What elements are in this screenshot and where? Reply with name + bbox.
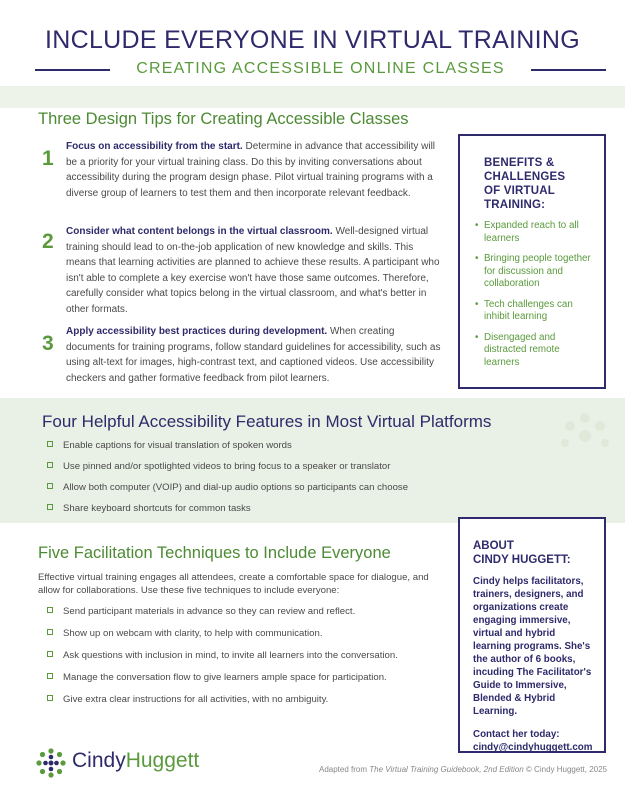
footer-book-title: The Virtual Training Guidebook, 2nd Edition [369, 765, 524, 774]
about-title-line: ABOUT [473, 540, 514, 552]
checkbox-square-icon [47, 462, 53, 468]
about-contact [473, 728, 594, 754]
subtitle-rule-left [35, 69, 110, 71]
page-subtitle: CREATING ACCESSIBLE ONLINE CLASSES [136, 60, 505, 77]
logo-text-part: Huggett [125, 749, 200, 772]
tip-number-1: 1 [42, 147, 54, 170]
tip-3-text: When creating documents for training programs, follow standard guidelines for accessibility, such as using alt-text for images, high-contrast text, and captioned videos. Use accessibility checkers and gather formative feedback from pilot learners. [66, 326, 441, 384]
about-title [473, 539, 594, 567]
contact-label: Contact her today: [473, 729, 560, 740]
technique-text: Send participant materials in advance so they can review and reflect. [63, 606, 356, 617]
design-tips-heading: Three Design Tips for Creating Accessible Classes [38, 110, 409, 128]
footer-suffix: © Cindy Huggett, 2025 [523, 765, 607, 774]
about-title-line: CINDY HUGGETT: [473, 554, 571, 566]
benefits-title-line: OF VIRTUAL [484, 185, 555, 197]
tip-2 [66, 224, 441, 317]
list-item: • Expanded reach to all learners [484, 220, 592, 245]
tip-3 [66, 324, 441, 386]
technique-text: Ask questions with inclusion in mind, to invite all learners into the conversation. [63, 650, 398, 661]
feature-item [47, 482, 408, 493]
feature-item [47, 461, 390, 472]
tip-3-title: Apply accessibility best practices during development. [66, 326, 328, 337]
technique-item [47, 606, 355, 617]
facilitation-intro: Effective virtual training engages all attendees, create a comfortable space for dialogue, and allow for collaborations. Use these five techniques to include everyone: [38, 572, 429, 596]
facilitation-heading: Five Facilitation Techniques to Include Everyone [38, 544, 391, 562]
tip-1-title: Focus on accessibility from the start. [66, 141, 243, 152]
feature-item [47, 503, 251, 514]
tip-number-3: 3 [42, 332, 54, 355]
feature-text: Use pinned and/or spotlighted videos to bring focus to a speaker or translator [63, 461, 391, 472]
footer-credit [319, 765, 607, 774]
feature-text: Allow both computer (VOIP) and dial-up audio options so participants can choose [63, 482, 409, 493]
checkbox-square-icon [47, 483, 53, 489]
subtitle-row [35, 60, 606, 80]
features-heading: Four Helpful Accessibility Features in Most Virtual Platforms [42, 412, 492, 431]
footer-prefix: Adapted from [319, 765, 370, 774]
benefits-title-line: BENEFITS & [484, 157, 555, 169]
list-item: • Disengaged and distracted remote learners [484, 332, 592, 370]
benefits-title-line: CHALLENGES [484, 171, 566, 183]
page-title: INCLUDE EVERYONE IN VIRTUAL TRAINING [45, 26, 580, 54]
tip-2-text: Well-designed virtual training should lead to on-the-job application of new knowledge and skills. This means that learning activities are planned to achieve these results. A participant who isn't able to complete a key exercise won't have those same outcomes. Therefore, carefully consider what topics belong in the virtual classroom, and what's better in other formats. [66, 226, 440, 315]
benefits-list [484, 220, 592, 369]
about-box [458, 517, 606, 753]
technique-item [47, 650, 398, 661]
checkbox-square-icon [47, 504, 53, 510]
logo [35, 747, 200, 777]
benefits-title [484, 156, 592, 212]
checkbox-square-icon [47, 629, 53, 635]
tip-2-title: Consider what content belongs in the virtual classroom. [66, 226, 333, 237]
logo-text-part: Cindy [72, 749, 126, 772]
email-link[interactable]: cindy@cindyhuggett.com [473, 742, 593, 753]
top-band [0, 86, 625, 108]
technique-text: Show up on webcam with clarity, to help with communication. [63, 628, 323, 639]
feature-text: Share keyboard shortcuts for common tasks [63, 503, 251, 514]
feature-item [47, 440, 292, 451]
checkbox-square-icon [47, 441, 53, 447]
logo-text [72, 749, 199, 773]
technique-item [47, 628, 323, 639]
checkbox-square-icon [47, 607, 53, 613]
technique-item [47, 672, 387, 683]
benefits-box [458, 134, 606, 389]
about-body: Cindy helps facilitators, trainers, designers, and organizations create engaging immersive, virtual and hybrid learning programs. She's the author of 6 books, incuding The Facilitator's Guide to Immersive, Blended & Hybrid Learning. [473, 576, 592, 717]
checkbox-square-icon [47, 695, 53, 701]
checkbox-square-icon [47, 673, 53, 679]
technique-text: Give extra clear instructions for all activities, with no ambiguity. [63, 694, 329, 705]
feature-text: Enable captions for visual translation of spoken words [63, 440, 292, 451]
tip-1 [66, 139, 441, 201]
list-item: • Tech challenges can inhibit learning [484, 299, 592, 324]
logo-dots-icon [35, 747, 67, 779]
benefits-title-line: TRAINING: [484, 199, 546, 211]
technique-item [47, 694, 328, 705]
decorative-dots-graphic [540, 398, 625, 523]
page-header [0, 0, 625, 88]
checkbox-square-icon [47, 651, 53, 657]
tip-number-2: 2 [42, 230, 54, 253]
technique-text: Manage the conversation flow to give learners ample space for participation. [63, 672, 387, 683]
subtitle-rule-right [531, 69, 606, 71]
list-item: • Bringing people together for discussion and collaboration [484, 253, 592, 291]
tip-1-text: Determine in advance that accessibility will be a priority for your virtual training class. Do this by inviting conversations about accessibility during the program design phase. Pilot virtual training programs with a diverse group of learners to test them and then incorporate relevant feedback. [66, 141, 436, 199]
